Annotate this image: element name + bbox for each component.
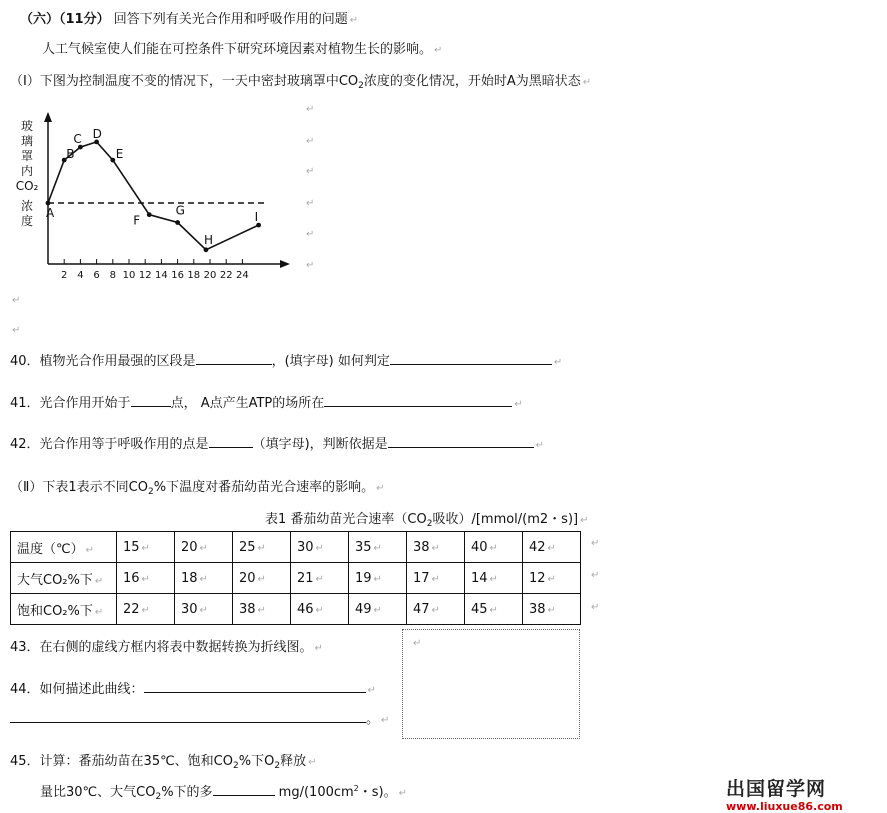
paragraph-mark: ↵ — [257, 573, 266, 585]
point-label-E: E — [115, 147, 124, 162]
paragraph-mark: ↵ — [141, 573, 150, 585]
y-axis-arrow — [44, 112, 52, 122]
paragraph-mark: ↵ — [141, 604, 150, 616]
point-label-C: C — [73, 132, 82, 147]
paragraph-mark: ↵ — [489, 542, 498, 554]
table-cell — [233, 563, 291, 594]
paragraph-mark: ↵ — [376, 483, 385, 494]
question-42 — [10, 433, 544, 452]
cell-value: 20 — [181, 539, 198, 555]
paragraph-mark: ↵ — [349, 15, 359, 26]
paragraph-mark: ↵ — [199, 573, 208, 585]
paragraph-mark: ↵ — [306, 136, 315, 147]
x-axis-ticks — [61, 259, 249, 281]
y-label-char: 浓 — [20, 199, 34, 213]
row-header — [11, 532, 117, 563]
cell-value: 35 — [355, 539, 372, 555]
part2-sub: 2 — [147, 487, 154, 497]
cell-value: 38 — [413, 539, 430, 555]
q41-text-a: 光合作用开始于 — [39, 396, 131, 411]
cell-value: 16 — [123, 570, 140, 586]
table-cell — [349, 594, 407, 625]
table-row — [11, 563, 581, 594]
table-cell — [465, 594, 523, 625]
x-tick-label: 16 — [171, 270, 184, 281]
paragraph-mark: ↵ — [431, 573, 440, 585]
y-label-char: CO₂ — [15, 179, 39, 193]
q42-blank-1[interactable] — [209, 434, 253, 448]
watermark-logo-text: 出国留学网 — [726, 778, 827, 800]
q40-blank-1[interactable] — [196, 351, 272, 365]
curve-point-A — [46, 201, 51, 206]
q41-text-b: 点， A点产生ATP的场所在 — [170, 396, 325, 411]
q44-blank-2[interactable] — [10, 709, 366, 723]
paragraph-mark: ↵ — [141, 542, 150, 554]
intro-text — [42, 38, 442, 57]
part1-sub: 2 — [358, 81, 364, 91]
point-label-F: F — [133, 213, 141, 228]
cell-value: 49 — [355, 601, 372, 617]
co2-curve — [48, 142, 259, 250]
y-label-char: 玻 — [20, 119, 34, 133]
q43-text: 43．在右侧的虚线方框内将表中数据转换为折线图。 — [10, 640, 313, 655]
curve-points — [46, 127, 261, 252]
part2-text-b: %下温度对番茄幼苗光合速率的影响。 — [153, 480, 375, 495]
paragraph-mark: ↵ — [315, 542, 324, 554]
cell-value: 42 — [529, 539, 546, 555]
q45-line2-b: %下的多 — [161, 785, 213, 800]
curve-point-F — [147, 212, 152, 217]
cell-value: 19 — [355, 570, 372, 586]
q40-text-a: 植物光合作用最强的区段是 — [39, 354, 196, 369]
cell-value: 30 — [297, 539, 314, 555]
table-cell — [407, 594, 465, 625]
paragraph-mark: ↵ — [582, 77, 592, 88]
paragraph-mark: ↵ — [306, 260, 315, 271]
x-tick-label: 14 — [155, 270, 168, 281]
q40-blank-2[interactable] — [390, 351, 552, 365]
part1-intro — [10, 70, 591, 89]
q45-line2-sup: 2 — [353, 784, 359, 793]
paragraph-mark: ↵ — [306, 166, 315, 177]
paragraph-mark: ↵ — [257, 604, 266, 616]
paragraph-mark: ↵ — [308, 757, 317, 768]
paragraph-mark: ↵ — [12, 325, 21, 336]
point-label-A: A — [46, 206, 55, 220]
q42-number: 42． — [10, 437, 40, 452]
table-cell — [465, 563, 523, 594]
table-cell — [465, 532, 523, 563]
paragraph-mark: ↵ — [315, 573, 324, 585]
site-watermark — [726, 774, 843, 813]
table-cell — [349, 532, 407, 563]
q45-line2-d: ・s)。 — [358, 785, 397, 800]
paragraph-mark: ↵ — [199, 604, 208, 616]
cell-value: 30 — [181, 601, 198, 617]
table-cell — [117, 532, 175, 563]
paragraph-mark: ↵ — [591, 570, 600, 581]
q41-blank-1[interactable] — [131, 393, 171, 407]
answer-dashed-box[interactable] — [402, 629, 580, 739]
table-cell — [175, 532, 233, 563]
cell-value: 25 — [239, 539, 256, 555]
paragraph-mark: ↵ — [306, 198, 315, 209]
paragraph-mark: ↵ — [94, 575, 104, 587]
question-43 — [10, 636, 323, 655]
row-header-text: 大气CO₂%下 — [17, 572, 93, 588]
paragraph-mark: ↵ — [547, 542, 556, 554]
table-row — [11, 594, 581, 625]
table-cell — [349, 563, 407, 594]
paragraph-mark: ↵ — [85, 544, 94, 556]
q44-end: 。 — [366, 712, 380, 727]
q44-text: 44．如何描述此曲线： — [10, 682, 144, 697]
paragraph-mark: ↵ — [547, 604, 556, 616]
q45-text-a: 45．计算：番茄幼苗在35℃、饱和CO — [10, 754, 233, 769]
paragraph-mark: ↵ — [413, 638, 422, 649]
curve-point-G — [175, 220, 180, 225]
heading-text: 回答下列有关光合作用和呼吸作用的问题 — [113, 12, 348, 27]
paragraph-mark: ↵ — [591, 602, 600, 613]
y-axis-label — [16, 118, 39, 228]
blank-line-mark-2 — [10, 322, 20, 337]
q40-text-b: ，(填字母) 如何判定 — [271, 354, 390, 369]
table-cell — [523, 594, 581, 625]
table-cell — [523, 532, 581, 563]
paragraph-mark: ↵ — [547, 573, 556, 585]
x-tick-label: 10 — [122, 270, 136, 281]
paragraph-mark: ↵ — [434, 45, 443, 56]
part1-prefix: （Ⅰ）下图为控制温度不变的情况下，一天中密封玻璃罩中CO — [10, 74, 359, 89]
intro-sentence: 人工气候室使人们能在可控条件下研究环境因素对植物生长的影响。 — [42, 42, 433, 57]
x-tick-label: 20 — [203, 270, 217, 281]
question-40 — [10, 350, 562, 369]
section-heading — [20, 8, 358, 27]
cell-value: 15 — [123, 539, 140, 555]
paragraph-mark: ↵ — [535, 440, 545, 451]
table-cell — [407, 563, 465, 594]
cell-value: 12 — [529, 570, 546, 586]
x-tick-label: 24 — [236, 270, 249, 281]
paragraph-mark: ↵ — [398, 788, 408, 799]
cell-value: 21 — [297, 570, 314, 586]
x-tick-label: 6 — [93, 270, 100, 281]
paragraph-mark: ↵ — [315, 604, 324, 616]
paragraph-mark: ↵ — [489, 573, 498, 585]
cell-value: 38 — [529, 601, 546, 617]
table-cell — [117, 563, 175, 594]
table-cell — [117, 594, 175, 625]
paragraph-mark: ↵ — [257, 542, 266, 554]
paragraph-mark: ↵ — [373, 573, 382, 585]
table-cell — [175, 594, 233, 625]
q45-blank[interactable] — [213, 782, 275, 796]
y-label-char: 罩 — [20, 149, 34, 163]
curve-point-E — [110, 158, 115, 163]
cell-value: 47 — [413, 601, 430, 617]
table-cell — [291, 532, 349, 563]
table-cell — [291, 594, 349, 625]
question-45 — [10, 750, 316, 769]
blank-line-mark-1 — [10, 292, 20, 307]
table-cell — [407, 532, 465, 563]
table-row — [11, 532, 581, 563]
q42-blank-2[interactable] — [388, 434, 534, 448]
cell-value: 38 — [239, 601, 256, 617]
y-label-char: 内 — [20, 164, 34, 178]
point-label-G: G — [175, 203, 185, 218]
curve-point-H — [204, 247, 209, 252]
paragraph-mark: ↵ — [306, 229, 315, 240]
q41-number: 41． — [10, 396, 40, 411]
cell-value: 22 — [123, 601, 140, 617]
paragraph-mark: ↵ — [373, 604, 382, 616]
part2-intro — [10, 476, 384, 495]
q41-blank-2[interactable] — [324, 393, 512, 407]
q45-sub-2: 2 — [274, 761, 281, 771]
caption-sub: 2 — [426, 519, 433, 529]
paragraph-mark: ↵ — [489, 604, 498, 616]
x-axis-arrow — [280, 260, 290, 268]
table-cell — [233, 532, 291, 563]
question-44 — [10, 678, 376, 697]
cell-value: 40 — [471, 539, 488, 555]
q45-text-c: 释放 — [280, 754, 307, 769]
paragraph-mark: ↵ — [199, 542, 208, 554]
x-tick-label: 8 — [109, 270, 116, 281]
paragraph-mark: ↵ — [12, 295, 21, 306]
x-tick-label: 12 — [138, 270, 152, 281]
row-header — [11, 594, 117, 625]
part1-suffix: 浓度的变化情况，开始时A为黑暗状态 — [363, 74, 581, 89]
cell-value: 20 — [239, 570, 256, 586]
paragraph-mark: ↵ — [591, 538, 600, 549]
q45-sub-1: 2 — [233, 761, 239, 771]
x-tick-label: 2 — [61, 270, 68, 281]
y-label-char: 璃 — [20, 134, 34, 148]
point-label-B: B — [66, 147, 75, 162]
caption-text-a: 表1 番茄幼苗光合速率（CO — [265, 512, 427, 527]
paragraph-mark: ↵ — [94, 606, 104, 618]
x-tick-label: 18 — [187, 270, 201, 281]
point-label-D: D — [92, 126, 102, 141]
watermark-url: www.liuxue86.com — [726, 800, 843, 813]
heading-number: （六）（11分） — [20, 12, 110, 27]
paragraph-mark: ↵ — [306, 104, 315, 115]
x-tick-label: 22 — [219, 270, 233, 281]
row-header-text: 温度（℃） — [17, 541, 84, 557]
q45-line2-sub: 2 — [155, 792, 162, 802]
q44-blank-1[interactable] — [144, 679, 366, 693]
caption-text-b: 吸收）/[mmol/(m2・s)] — [432, 512, 579, 527]
cell-value: 45 — [471, 601, 488, 617]
part2-text-a: （Ⅱ）下表1表示不同CO — [10, 480, 148, 495]
q42-text-a: 光合作用等于呼吸作用的点是 — [39, 437, 209, 452]
paragraph-mark: ↵ — [431, 542, 440, 554]
point-label-I: I — [254, 210, 259, 225]
co2-concentration-chart — [15, 114, 320, 294]
table-cell — [233, 594, 291, 625]
cell-value: 17 — [413, 570, 430, 586]
paragraph-mark: ↵ — [553, 357, 563, 368]
paragraph-mark: ↵ — [431, 604, 440, 616]
paragraph-mark: ↵ — [514, 399, 523, 410]
table-caption — [265, 508, 589, 527]
photosynthesis-table — [10, 531, 581, 625]
q40-number: 40． — [10, 354, 40, 369]
question-44-line2 — [10, 708, 389, 727]
cell-value: 46 — [297, 601, 314, 617]
table-cell — [523, 563, 581, 594]
table-cell — [175, 563, 233, 594]
row-header-text: 饱和CO₂%下 — [17, 603, 93, 619]
paragraph-mark: ↵ — [580, 515, 589, 526]
cell-value: 18 — [181, 570, 198, 586]
paragraph-mark: ↵ — [367, 685, 376, 696]
paragraph-mark: ↵ — [373, 542, 382, 554]
question-41 — [10, 392, 523, 411]
paragraph-mark: ↵ — [381, 715, 390, 726]
q45-line2-a: 量比30℃、大气CO — [40, 785, 156, 800]
q45-text-b: %下O — [238, 754, 275, 769]
point-label-H: H — [203, 232, 213, 247]
x-tick-label: 4 — [77, 270, 84, 281]
q45-line2-c: mg/(100cm — [274, 785, 354, 800]
question-45-line2 — [40, 781, 407, 800]
cell-value: 14 — [471, 570, 488, 586]
table-cell — [291, 563, 349, 594]
row-header — [11, 563, 117, 594]
paragraph-mark: ↵ — [314, 643, 323, 654]
y-label-char: 度 — [20, 214, 34, 228]
q42-text-b: （填字母)，判断依据是 — [252, 437, 388, 452]
